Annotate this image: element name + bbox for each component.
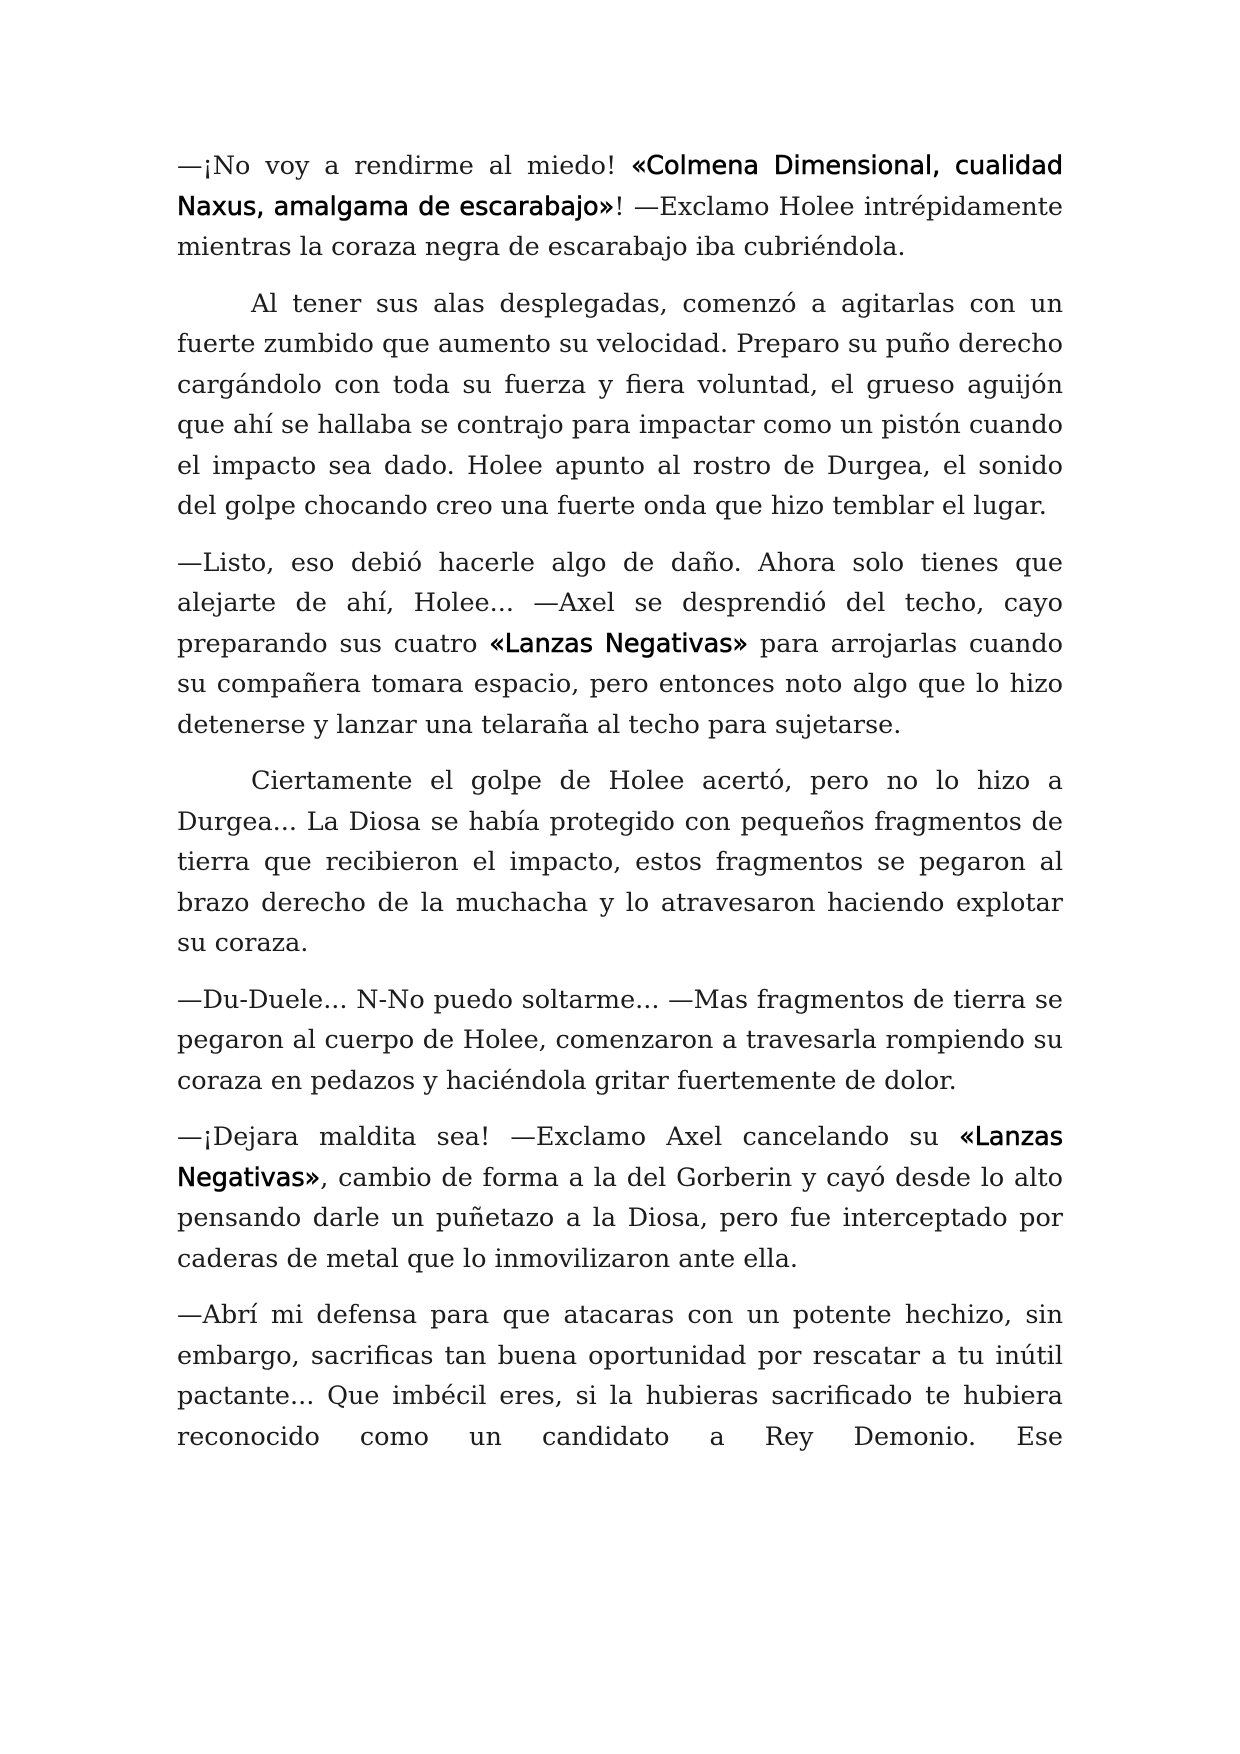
spell-name-lanzas-negativas-2: «Lanzas Negativas» xyxy=(177,1122,1063,1193)
paragraph-6 xyxy=(177,1117,1063,1279)
paragraph-1-text-a: —¡No voy a rendirme al miedo! xyxy=(177,151,632,181)
paragraph-1 xyxy=(177,146,1063,268)
paragraph-7-text: —Abrí mi defensa para que atacaras con un potente hechizo, sin embargo, sacrificas tan buena oportunidad por rescatar a tu inútil pactante... Que imbécil eres, si la hubieras sacrificado te hubiera reconocido como un candidato a Rey Demonio. Ese xyxy=(177,1300,1063,1452)
paragraph-2 xyxy=(177,284,1063,527)
paragraph-3-text-b: para arrojarlas cuando su compañera tomara espacio, pero entonces noto algo que lo hizo detenerse y lanzar una telaraña al techo para sujetarse. xyxy=(177,628,1064,740)
paragraph-6-text-a: —¡Dejara maldita sea! —Exclamo Axel cancelando su xyxy=(177,1122,960,1152)
document-page xyxy=(177,146,1063,1473)
spell-name-colmena-dimensional: «Colmena Dimensional, cualidad Naxus, amalgama de escarabajo» xyxy=(177,151,1064,222)
paragraph-5 xyxy=(177,980,1063,1102)
paragraph-5-text: —Du-Duele... N-No puedo soltarme... —Mas fragmentos de tierra se pegaron al cuerpo de Holee, comenzaron a travesarla rompiendo su coraza en pedazos y haciéndola gritar fuertemente de dolor. xyxy=(177,984,1063,1096)
spell-name-lanzas-negativas: «Lanzas Negativas» xyxy=(489,628,749,659)
paragraph-7 xyxy=(177,1295,1063,1457)
paragraph-6-text-b: , cambio de forma a la del Gorberin y cayó desde lo alto pensando darle un puñetazo a la Diosa, pero fue interceptado por caderas de metal que lo inmovilizaron ante ella. xyxy=(177,1162,1063,1274)
paragraph-4 xyxy=(177,761,1063,964)
paragraph-2-text: Al tener sus alas desplegadas, comenzó a agitarlas con un fuerte zumbido que aumento su velocidad. Preparo su puño derecho cargándolo con toda su fuerza y fiera voluntad, el grueso aguijón que ahí se hallaba se contrajo para impactar como un pistón cuando el impacto sea dado. Holee apunto al rostro de Durgea, el sonido del golpe chocando creo una fuerte onda que hizo temblar el lugar. xyxy=(177,288,1063,521)
paragraph-3-text-a: —Listo, eso debió hacerle algo de daño. Ahora solo tienes que alejarte de ahí, Holee... —Axel se desprendió del techo, cayo preparando sus cuatro xyxy=(177,547,1063,659)
paragraph-1-text-b: ! —Exclamo Holee intrépidamente mientras la coraza negra de escarabajo iba cubriéndola. xyxy=(177,191,1063,262)
paragraph-3 xyxy=(177,543,1063,746)
paragraph-4-text: Ciertamente el golpe de Holee acertó, pero no lo hizo a Durgea... La Diosa se había protegido con pequeños fragmentos de tierra que recibieron el impacto, estos fragmentos se pegaron al brazo derecho de la muchacha y lo atravesaron haciendo explotar su coraza. xyxy=(177,766,1063,958)
